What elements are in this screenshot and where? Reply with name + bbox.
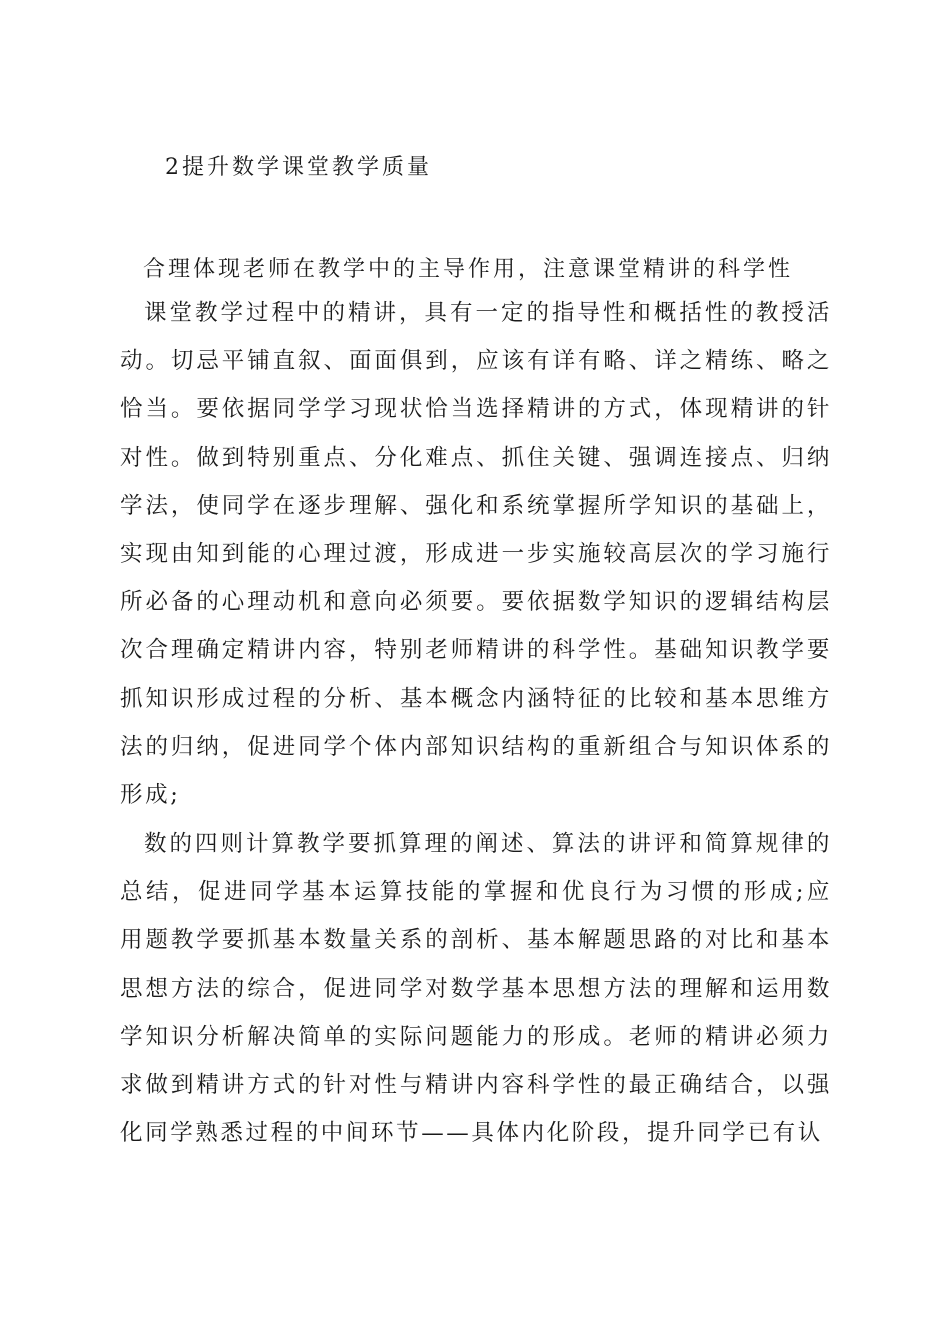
section-title: 2提升数学课堂教学质量 (165, 155, 432, 180)
subsection-heading: 合理体现老师在教学中的主导作用，注意课堂精讲的科学性 (143, 257, 794, 282)
body-paragraph-2: 数的四则计算教学要抓算理的阐述、算法的讲评和简算规律的总结，促进同学基本运算技能的掌握和优良行为习惯的形成;应用题教学要抓基本数量关系的剖析、基本解题思路的对比和基本思想方法的综合，促进同学对数学基本思想方法的理解和运用数学知识分析解决简单的实际问题能力的形成。老师的精讲必须力求做到精讲方式的针对性与精讲内容科学性的最正确结合，以强化同学熟悉过程的中间环节——具体内化阶段，提升同学已有认 (120, 831, 832, 1147)
body-paragraph-1: 课堂教学过程中的精讲，具有一定的指导性和概括性的教授活动。切忌平铺直叙、面面俱到，应该有详有略、详之精练、略之恰当。要依据同学学习现状恰当选择精讲的方式，体现精讲的针对性。做到特别重点、分化难点、抓住关键、强调连接点、归纳学法，使同学在逐步理解、强化和系统掌握所学知识的基础上，实现由知到能的心理过渡，形成进一步实施较高层次的学习施行所必备的心理动机和意向必须要。要依据数学知识的逻辑结构层次合理确定精讲内容，特别老师精讲的科学性。基础知识教学要抓知识形成过程的分析、基本概念内涵特征的比较和基本思维方法的归纳，促进同学个体内部知识结构的重新组合与知识体系的形成; (120, 300, 832, 809)
